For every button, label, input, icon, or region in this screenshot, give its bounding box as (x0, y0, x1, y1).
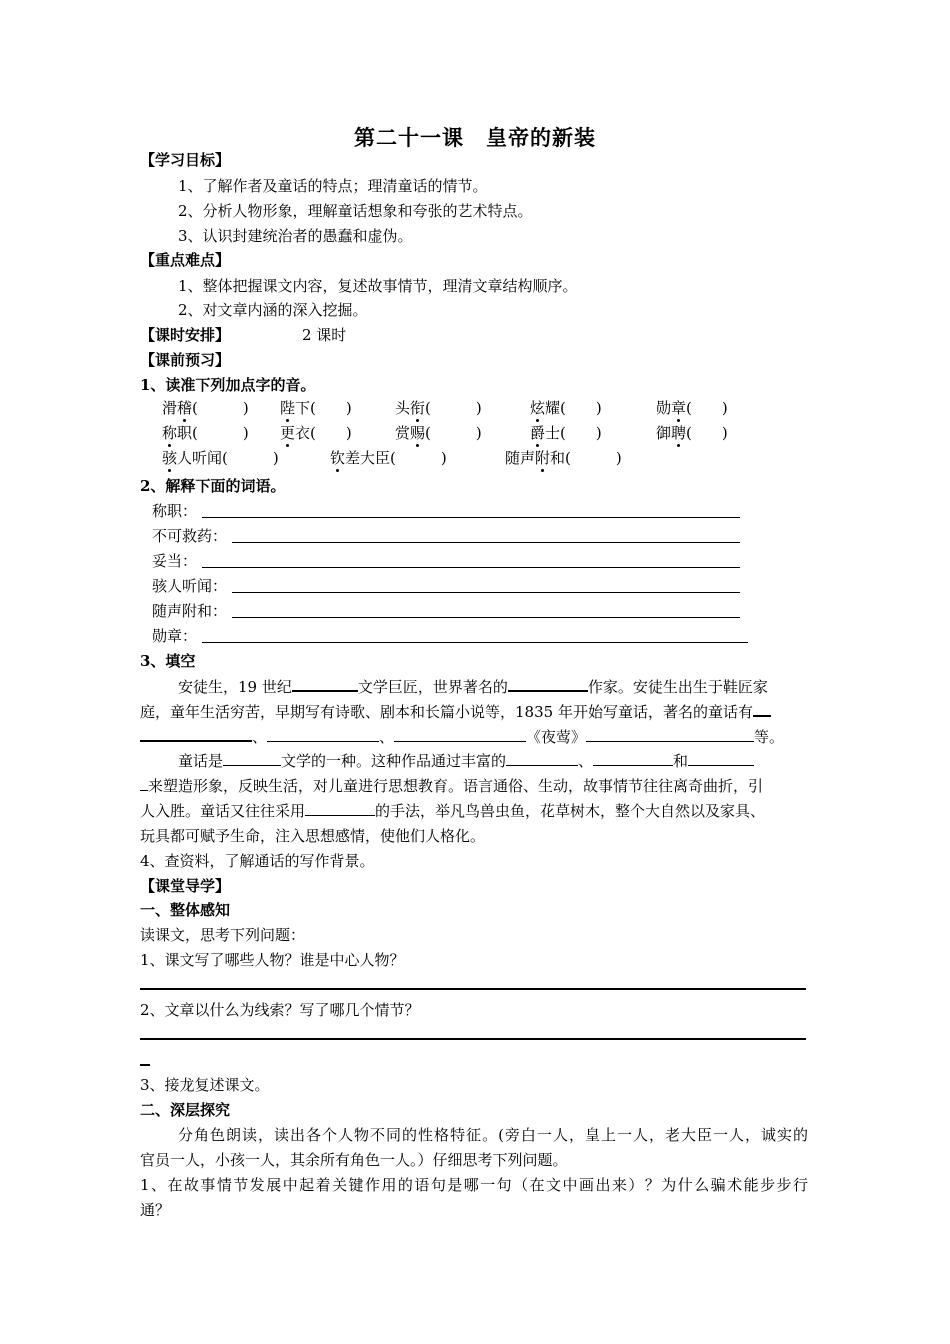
pinyin-item: 爵士( ) (530, 424, 602, 442)
part1-q1: 1、课文写了哪些人物？谁是中心人物？ (140, 951, 405, 969)
part1-q3: 3、接龙复述课文。 (140, 1076, 270, 1094)
answer-line[interactable] (140, 988, 806, 990)
page-title: 第二十一课 皇帝的新装 (354, 125, 596, 150)
answer-line[interactable] (232, 542, 740, 543)
goal-item: 1、了解作者及童话的特点；理清童话的情节。 (178, 177, 488, 195)
fill-paragraph-1-line-1: 安徒生，19 世纪 文学巨匠，世界著名的 作家。安徒生出生于鞋匠家 (178, 678, 768, 696)
pinyin-item: 滑稽( ) (162, 399, 249, 417)
pinyin-item: 更衣( ) (280, 424, 352, 442)
fill-blank[interactable] (593, 751, 673, 766)
fill-blank[interactable] (508, 676, 588, 692)
part2-paragraph-line-1: 分角色朗读，读出各个人物不同的性格特征。(旁白一人，皇上一人，老大臣一人，诚实的 (178, 1126, 808, 1144)
term-label: 骇人听闻： (152, 577, 228, 595)
fill-blank[interactable] (292, 676, 358, 692)
preview-q3-title: 3、填空 (140, 652, 196, 670)
fill-blank[interactable] (753, 701, 771, 717)
fill-blank[interactable] (586, 727, 754, 742)
part2-title: 二、深层探究 (140, 1101, 231, 1119)
answer-line[interactable] (202, 517, 740, 518)
pinyin-item: 随声附和( ) (505, 449, 622, 467)
classroom-heading: 【课堂导学】 (140, 877, 231, 895)
fill-blank[interactable] (506, 751, 578, 766)
keypoints-heading: 【重点难点】 (140, 251, 231, 269)
term-label: 勋章： (152, 627, 198, 645)
pinyin-item: 赏赐( ) (395, 424, 482, 442)
fill-blank[interactable] (688, 751, 754, 766)
schedule-heading: 【课时安排】 (140, 326, 231, 344)
fill-paragraph-1-line-2: 庭，童年生活穷苦，早期写有诗歌、剧本和长篇小说等，1835 年开始写童话，著名的童话有 (140, 701, 771, 722)
pinyin-item: 骇人听闻( ) (162, 449, 279, 467)
preview-q4: 4、查资料，了解通话的写作背景。 (140, 852, 375, 870)
answer-line[interactable] (140, 1038, 806, 1040)
fill-blank[interactable] (140, 726, 252, 742)
pinyin-item: 头衔( ) (395, 399, 482, 417)
fill-paragraph-2-line-4: 玩具都可赋予生命，注入思想感情，使他们人格化。 (140, 827, 486, 845)
fill-blank[interactable] (305, 801, 375, 816)
keypoint-item: 2、对文章内涵的深入挖掘。 (178, 301, 368, 319)
answer-line[interactable] (202, 642, 748, 643)
answer-line[interactable] (232, 592, 740, 593)
fill-blank[interactable] (223, 751, 281, 766)
pinyin-item: 称职( ) (162, 424, 249, 442)
pinyin-item: 御聘( ) (656, 424, 728, 442)
fill-blank[interactable] (267, 727, 379, 742)
pinyin-item: 陛下( ) (280, 399, 352, 417)
fill-paragraph-2-line-1: 童话是 文学的一种。这种作品通过丰富的 、 和 (178, 751, 754, 771)
part2-paragraph-line-2: 官员一人，小孩一人，其余所有角色一人。）仔细思考下列问题。 (140, 1151, 568, 1169)
goal-item: 3、认识封建统治者的愚蠢和虚伪。 (178, 227, 413, 245)
fill-paragraph-1-line-3: 、 、 《夜莺》 等。 (140, 726, 784, 747)
answer-line[interactable] (202, 567, 740, 568)
fill-blank[interactable] (394, 727, 526, 742)
term-label: 妥当： (152, 552, 198, 570)
fill-blank[interactable] (140, 776, 148, 791)
keypoint-item: 1、整体把握课文内容，复述故事情节，理清文章结构顺序。 (178, 277, 578, 295)
goal-item: 2、分析人物形象，理解童话想象和夸张的艺术特点。 (178, 202, 533, 220)
answer-line[interactable] (232, 617, 740, 618)
term-label: 不可救药： (152, 527, 228, 545)
fill-paragraph-2-line-3: 人入胜。童话又往往采用 的手法，举凡鸟兽虫鱼，花草树木，整个大自然以及家具、 (140, 802, 766, 820)
goals-heading: 【学习目标】 (140, 151, 231, 169)
pinyin-item: 炫耀( ) (530, 399, 602, 417)
part1-intro: 读课文，思考下列问题： (140, 926, 306, 944)
preview-heading: 【课前预习】 (140, 351, 231, 369)
pinyin-item: 钦差大臣( ) (330, 449, 447, 467)
part2-q1-line-1: 1、在故事情节发展中起着关键作用的语句是哪一句（在文中画出来）？为什么骗术能步步行 (140, 1176, 808, 1194)
term-label: 随声附和： (152, 602, 228, 620)
part2-q1-line-2: 通？ (140, 1201, 171, 1219)
term-label: 称职： (152, 502, 198, 520)
part1-title: 一、整体感知 (140, 901, 231, 919)
part1-q2: 2、文章以什么为线索？写了哪几个情节？ (140, 1001, 420, 1019)
fill-paragraph-2-line-2: 来塑造形象，反映生活，对儿童进行思想教育。语言通俗、生动，故事情节往往离奇曲折，引 (140, 776, 763, 796)
answer-line-tail[interactable] (140, 1064, 150, 1066)
pinyin-item: 勋章( ) (656, 399, 728, 417)
schedule-value: 2 课时 (302, 326, 347, 344)
preview-q1-title: 1、读准下列加点字的音。 (140, 376, 316, 394)
preview-q2-title: 2、解释下面的词语。 (140, 477, 286, 495)
